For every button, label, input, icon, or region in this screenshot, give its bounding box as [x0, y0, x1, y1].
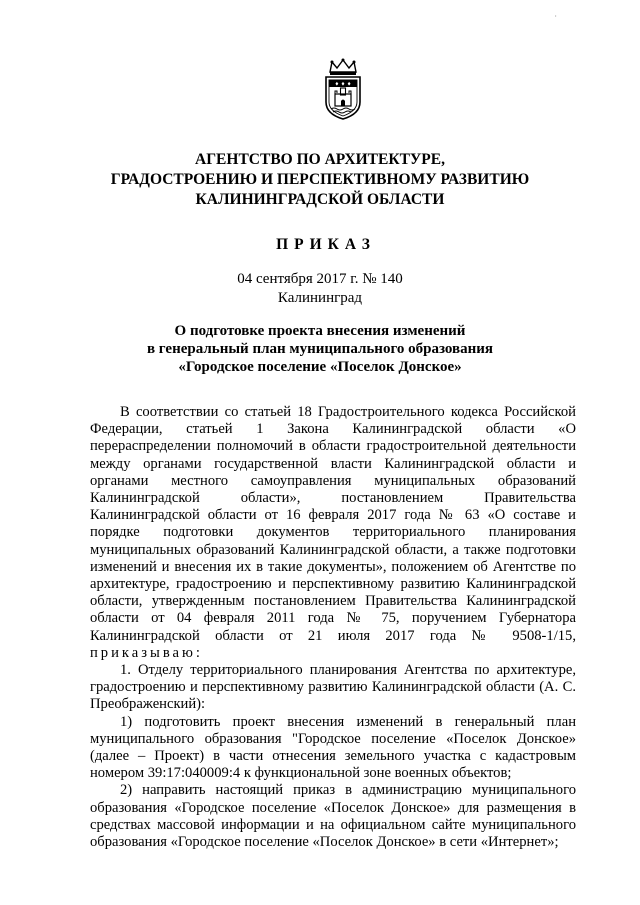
order-city: Калининград [277, 290, 363, 306]
item-1-2-paragraph: 2) направить настоящий приказ в администрацию муниципального образования «Городское поселение «Поселок Донское» для размещения в средствах массовой информации и на официальном сайте муниципального образования «Городское поселение «Поселок Донское» в сети «Интернет»; [90, 782, 576, 851]
subject-line-3: «Городское поселение «Поселок Донское» [178, 359, 462, 375]
order-date-number: 04 сентября 2017 г. № 140 [237, 271, 403, 287]
preamble-paragraph [90, 404, 576, 662]
subject-line-2: в генеральный план муниципального образования [146, 341, 494, 357]
scan-mark: · [554, 12, 557, 21]
order-title: ПРИКАЗ [276, 236, 376, 253]
item-1-1-paragraph: 1) подготовить проект внесения изменений в генеральный план муниципального образования "Городское поселение «Поселок Донское» (далее – Проект) в части отнесения земельного участка с кадастровым номером 39:17:040009:4 к функциональной зоне военных объектов; [90, 713, 576, 782]
kaliningrad-coat-of-arms-icon [322, 58, 364, 120]
agency-line-1: АГЕНТСТВО ПО АРХИТЕКТУРЕ, [195, 151, 445, 168]
order-body [90, 404, 576, 851]
order-keyword: приказываю: [90, 644, 203, 661]
svg-text:♦ ♦ ♦: ♦ ♦ ♦ [334, 81, 352, 88]
order-date-block [0, 270, 640, 308]
agency-line-3: КАЛИНИНГРАДСКОЙ ОБЛАСТИ [195, 191, 445, 208]
subject-line-1: О подготовке проекта внесения изменений [174, 323, 466, 339]
order-subject [0, 322, 640, 376]
agency-line-2: ГРАДОСТРОЕНИЮ И ПЕРСПЕКТИВНОМУ РАЗВИТИЮ [110, 171, 530, 188]
item-1-paragraph: 1. Отделу территориального планирования Агентства по архитектуре, градостроению и перспективному развитию Калининградской области (А. С. Преображенский): [90, 662, 576, 713]
preamble-text: В соответствии со статьей 18 Градостроительного кодекса Российской Федерации, статьей 1 Закона Калининградской области «О перераспределении полномочий в области градостроительной деятельности между органами государственной власти Калининградской области и органами местного самоуправления муниципальных образований Калининградской области», постановлением Правительства Калининградской области от 16 февраля 2017 года № 63 «О составе и порядке подготовки документов территориального планирования муниципальных образований Калининградской области, а также подготовки изменений и внесения их в такие документы», положением об Агентстве по архитектуре, градостроению и перспективному развитию Калининградской области, утвержденным постановлением Правительства Калининградской области от 04 февраля 2011 года № 75, поручением Губернатора Калининградской области от 21 июля 2017 года № 9508-1/15, [90, 404, 576, 644]
agency-name [0, 150, 640, 210]
